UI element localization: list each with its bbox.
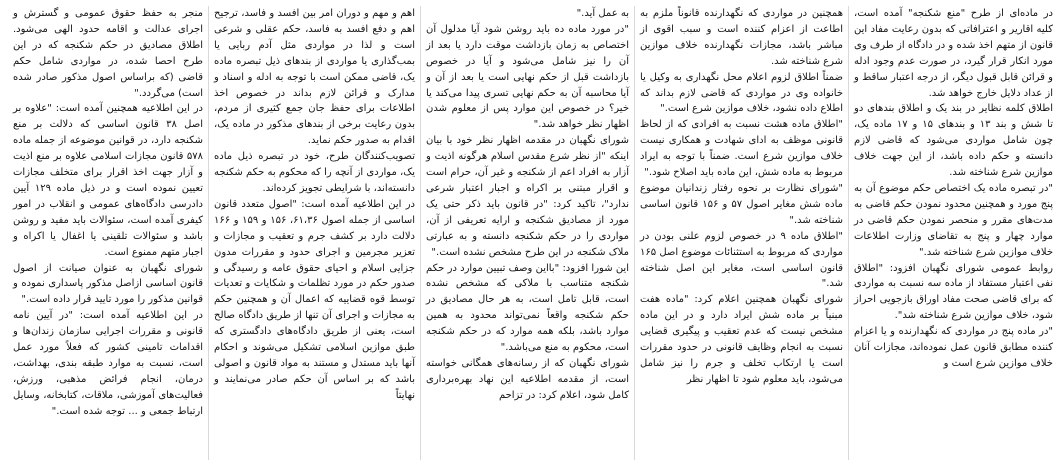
paragraph: شورای نگهبان که از رسانه‌های همگانی خواسته است، از مقدمه اطلاعیه این نهاد بهره‌برداری کامل شود، اعلام کرد: در تزاحم xyxy=(426,357,629,401)
paragraph: ضمناً اطلاق لزوم اعلام محل نگهداری به وکیل یا خانواده وی در مواردی که قاضی لازم بداند که اطلاع داده نشود، خلاف موازین شرع است." xyxy=(640,71,843,115)
paragraph: "اطلاق ماده ۹ در خصوص لزوم علنی بودن در مواردی که مربوط به استثنائات موضوع اصل ۱۶۵ قانون اساسی است، مغایر این اصل شناخته شد." xyxy=(640,230,843,290)
paragraph: در این اطلاعیه آمده است: "اصول متعدد قانون اساسی از جمله اصول ۶۱،۳۶، ۱۵۶ و ۱۵۹ و ۱۶۶ دلالت دارد بر کشف جرم و تعقیب و مجازات و تعزیر مجرمین و اجرای حدود و مقررات مدون جزایی اسلام و احیای حقوق عامه و رسیدگی و صدور حکم در مورد تظلمات و شکایات و تعدیات توسط قوه قضاییه که اعمال آن و همچنین حکم به مجازات و اجرای آن تنها از طریق دادگاه صالح است، یعنی از طریق دادگاه‌های دادگستری که طبق موازین اسلامی تشکیل می‌شوند و احکام آنها باید مستدل و مستند به مواد قانون و اصولی باشد که بر اساس آن حکم صادر می‌نمایند و نهایتاً xyxy=(214,198,416,401)
paragraph: در این اطلاعیه همچنین آمده است: "علاوه بر اصل ۳۸ قانون اساسی که دلالت بر منع شکنجه دارد، در قوانین موضوعه از جمله ماده ۵۷۸ قانون مجازات اسلامی علاوه بر منع اذیت و آزار جهت اخذ اقرار برای متخلف مجازات تعیین نموده است و در ذیل ماده ۱۲۹ آیین دادرسی دادگاه‌های عمومی و انقلاب در امور کیفری آمده است، سئوالات باید مفید و روشن باشد و سئوالات تلقینی یا اغفال یا اکراه و اجبار متهم ممنوع است. xyxy=(13,103,204,258)
article-column-5 xyxy=(8,6,208,460)
paragraph: اطلاق کلمه نظایر در بند یک و اطلاق بندهای دو تا شش و بند ۱۳ و بندهای ۱۵ و ۱۷ ماده یک، چون شامل مواردی می‌شود که قاضی لازم دانسته و حکم داده باشد، از این جهت خلاف موازین شرع شناخته شد. xyxy=(854,103,1053,179)
paragraph: تصویب‌کنندگان طرح، خود در تبصره ذیل ماده یک، مواردی از آنچه را که محکوم به حکم شکنجه دانسته‌اند، با شرایطی تجویز کرده‌اند. xyxy=(214,151,415,194)
paragraph: این شورا افزود: "بااین وصف تبیین موارد در حکم شکنجه متناسب با ملاکی که مشخص نشده است، قابل تامل است، به هر حال مصادیق در حکم شکنجه واقعاً نمی‌تواند محدود به همین موارد باشد، بلکه همه موارد که در حکم شکنجه است، محکوم به منع می‌باشد." xyxy=(426,262,629,354)
paragraph: "اطلاق ماده هشت نسبت به افرادی که از لحاظ قانونی موظف به ادای شهادت و همکاری نیست خلاف موازین شرع است. ضمناً با توجه به ایراد مربوط به ماده شش، این ماده باید اصلاح شود." xyxy=(640,119,843,179)
paragraph: شورای نگهبان به عنوان صیانت از اصول قانون اساسی ازاصل مذکور پاسداری نموده و قوانین مذکور را مورد تایید قرار داده است." xyxy=(13,262,203,306)
paragraph: اهم و مهم و دوران امر بین افسد و فاسد، ترجیح اهم و دفع افسد به فاسد، حکم عقلی و شرعی است و لذا در مواردی مثل آدم ربایی یا بمب‌گذاری یا مواردی از بندهای ذیل تبصره ماده یک، قاضی ممکن است با توجه به ادله و اسناد و مدارک و قرائن لازم بداند در خصوص اخذ اطلاعات برای حفظ جان جمع کثیری از مردم، بدون رعایت برخی از بندهای مذکور در ماده یک، اقدام به صدور حکم نماید. xyxy=(214,8,415,147)
paragraph: شورای نگهبان همچنین اعلام کرد: "ماده هفت مبنیاً بر ماده شش ایراد دارد و در این ماده مشخص نیست که عدم تعقیب و پیگیری قضایی نسبت به انجام وظایف قانونی در حدود مقررات است یا ارتکاب تخلف و جرم را نیز شامل می‌شود، باید معلوم شود تا اظهار نظر xyxy=(640,294,843,385)
paragraph: در این اطلاعیه آمده است: "در آیین نامه قانونی و مقررات اجرایی سازمان زندان‌ها و اقدامات تامینی کشور که فعلاً مورد عمل است، نسبت به موارد طبقه بندی، بهداشت، درمان، انجام فرائض مذهبی، ورزش، فعالیت‌های آموزشی، ملاقات، کتابخانه، وسایل ارتباط جمعی و ... توجه شده است." xyxy=(13,310,203,417)
article-column-1 xyxy=(848,6,1058,460)
paragraph: منجر به حفظ حقوق عمومی و گسترش و اجرای عدالت و اقامه حدود الهی می‌شود. اطلاق مصادیق در حکم شکنجه که در این طرح احصا شده، در مواردی شامل حکم قاضی (که براساس اصول مذکور صادر شده است) می‌گردد." xyxy=(13,8,203,99)
paragraph: شورای نگهبان در مقدمه اظهار نظر خود با بیان اینکه "از نظر شرع مقدس اسلام هرگونه اذیت و آزار به افراد اعم از شکنجه و غیر آن، حرام است و اقرار مبتنی بر اکراه و اجبار اعتبار شرعی ندارد"، تاکید کرد: "در قانون باید ذکر حتی یک مورد از مصادیق شکنجه و ارایه تعریفی از آن، مواردی را در حکم شکنجه دانسته و به عبارتی ملاک شکنجه در این طرح مشخص نشده است." xyxy=(426,135,629,258)
article-column-4 xyxy=(208,6,420,460)
paragraph: "در تبصره ماده یک اختصاص حکم موضوع آن به پنج مورد و همچنین محدود نمودن حکم قاضی به مدت‌های مقرر و منحصر نمودن حکم قاضی در موارد چهار و پنج به تقاضای وزارت اطلاعات خلاف موازین شرع شناخته شد." xyxy=(854,182,1053,258)
paragraph: در ماده‌ای از طرح "منع شکنجه" آمده است، کلیه اقاریر و اعترافاتی که بدون رعایت مفاد این قانون از متهم اخذ شده و در دادگاه از طرف وی مورد انکار قرار گیرد، در صورت عدم وجود ادله و قرائن قابل قبول دیگر، از درجه اعتبار ساقط و از عداد دلایل خارج خواهد شد. xyxy=(854,8,1053,99)
paragraph: همچنین در مواردی که نگهدارنده قانوناً ملزم به اطاعت از اعزام کننده است و سبب اقوی از مباشر باشد، مجازات نگهدارنده خلاف موازین شرع شناخته شد. xyxy=(640,8,843,67)
article-column-2 xyxy=(634,6,848,460)
article-columns xyxy=(6,6,1058,460)
article-column-3 xyxy=(420,6,634,460)
paragraph: "شورای نظارت بر نحوه رفتار زندانیان موضوع ماده شش مغایر اصول ۵۷ و ۱۵۶ قانون اساسی شناخته شد." xyxy=(640,182,844,226)
paragraph: "در ماده پنج در مواردی که نگهدارنده و یا اعزام کننده مطابق قانون عمل نموده‌اند، مجازات آنان خلاف موازین شرع است و xyxy=(854,326,1053,369)
paragraph: روابط عمومی شورای نگهبان افزود: "اطلاق نفی اعتبار مستفاد از ماده سه نسبت به مواردی که برای قاضی صحت مفاد اوراق بازجویی احراز شود، خلاف موازین شرع شناخته شد". xyxy=(854,262,1053,322)
paragraph: "در مورد ماده ده باید روشن شود آیا مدلول آن اختصاص به زمان بازداشت موقت دارد یا بعد از آن را نیز شامل می‌شود و آیا در خصوص بازداشت قبل از حکم نهایی است یا بعد از آن و آیا محاسبه آن به حکم نهایی تسری پیدا می‌کند یا خیر؟ در خصوص این موارد پس از معلوم شدن اظهار نظر خواهد شد." xyxy=(426,23,629,131)
paragraph: به عمل آید." xyxy=(576,8,629,19)
